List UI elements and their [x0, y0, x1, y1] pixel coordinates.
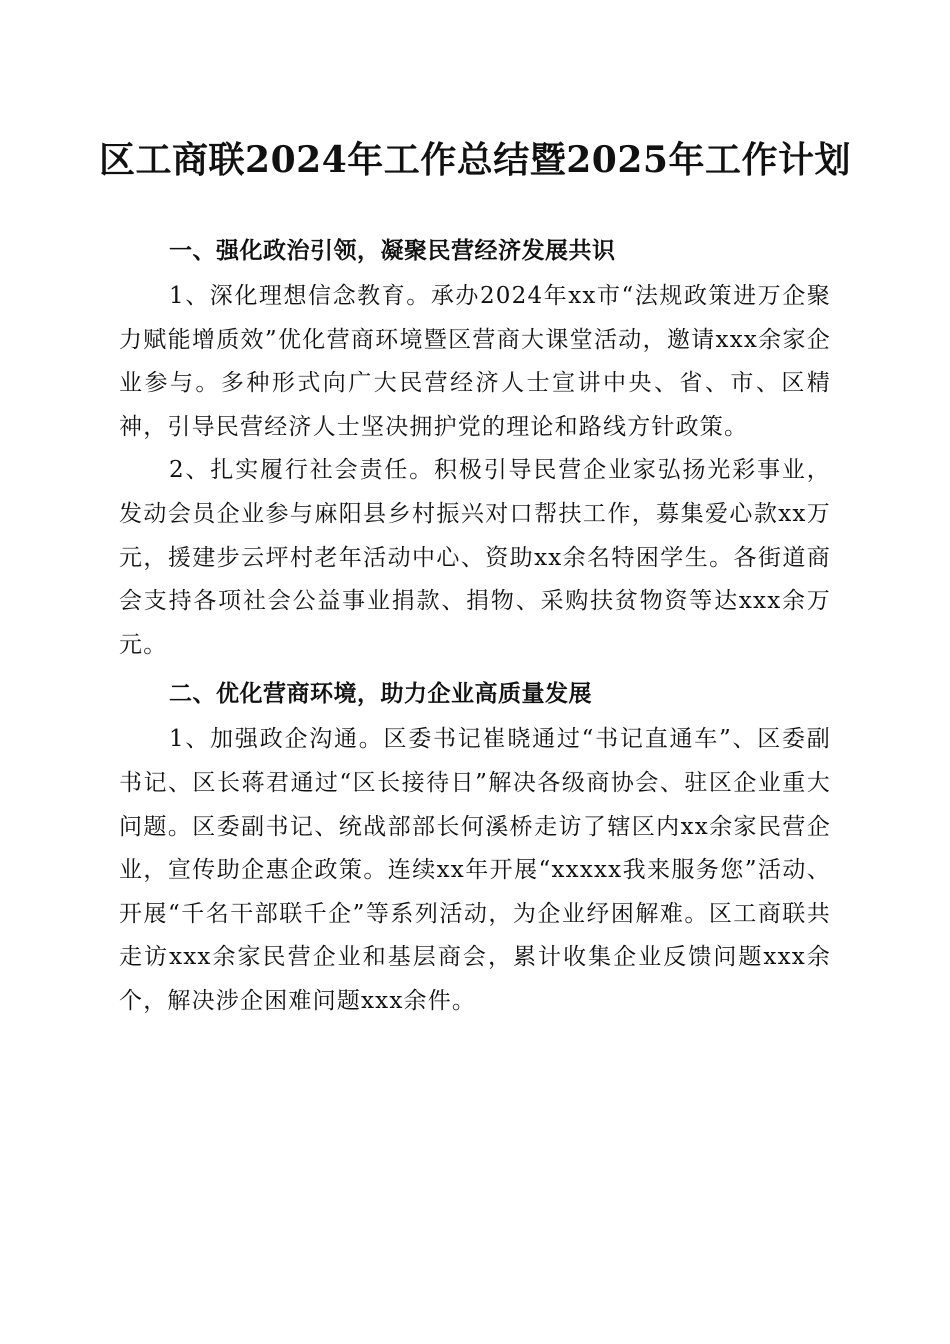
paragraph-2-1: 1、加强政企沟通。区委书记崔晓通过“书记直通车”、区委副书记、区长蒋君通过“区长接待日”解决各级商协会、驻区企业重大问题。区委副书记、统战部部长何溪桥走访了辖区内xx余家民营企业，宣传助企惠企政策。连续xx年开展“xxxxx我来服务您”活动、开展“千名干部联千企”等系列活动，为企业纾困解难。区工商联共走访xxx余家民营企业和基层商会，累计收集企业反馈问题xxx余个，解决涉企困难问题xxx余件。	[119, 726, 831, 1014]
section-heading-1: 一、强化政治引领，凝聚民营经济发展共识	[169, 238, 616, 264]
paragraph-1-1: 1、深化理想信念教育。承办2024年xx市“法规政策进万企聚力赋能增质效”优化营商环境暨区营商大课堂活动，邀请xxx余家企业参与。多种形式向广大民营经济人士宣讲中央、省、市、区精神，引导民营经济人士坚决拥护党的理论和路线方针政策。	[119, 283, 831, 440]
section-heading-2: 二、优化营商环境，助力企业高质量发展	[169, 681, 592, 708]
paragraph-1-2: 2、扎实履行社会责任。积极引导民营企业家弘扬光彩事业，发动会员企业参与麻阳县乡村振兴对口帮扶工作，募集爱心款xx万元，援建步云坪村老年活动中心、资助xx余名特困学生。各街道商会支持各项社会公益事业捐款、捐物、采购扶贫物资等达xxx余万元。	[119, 457, 831, 658]
document-body	[119, 228, 831, 1024]
document-title: 区工商联2024年工作总结暨2025年工作计划	[99, 139, 851, 181]
